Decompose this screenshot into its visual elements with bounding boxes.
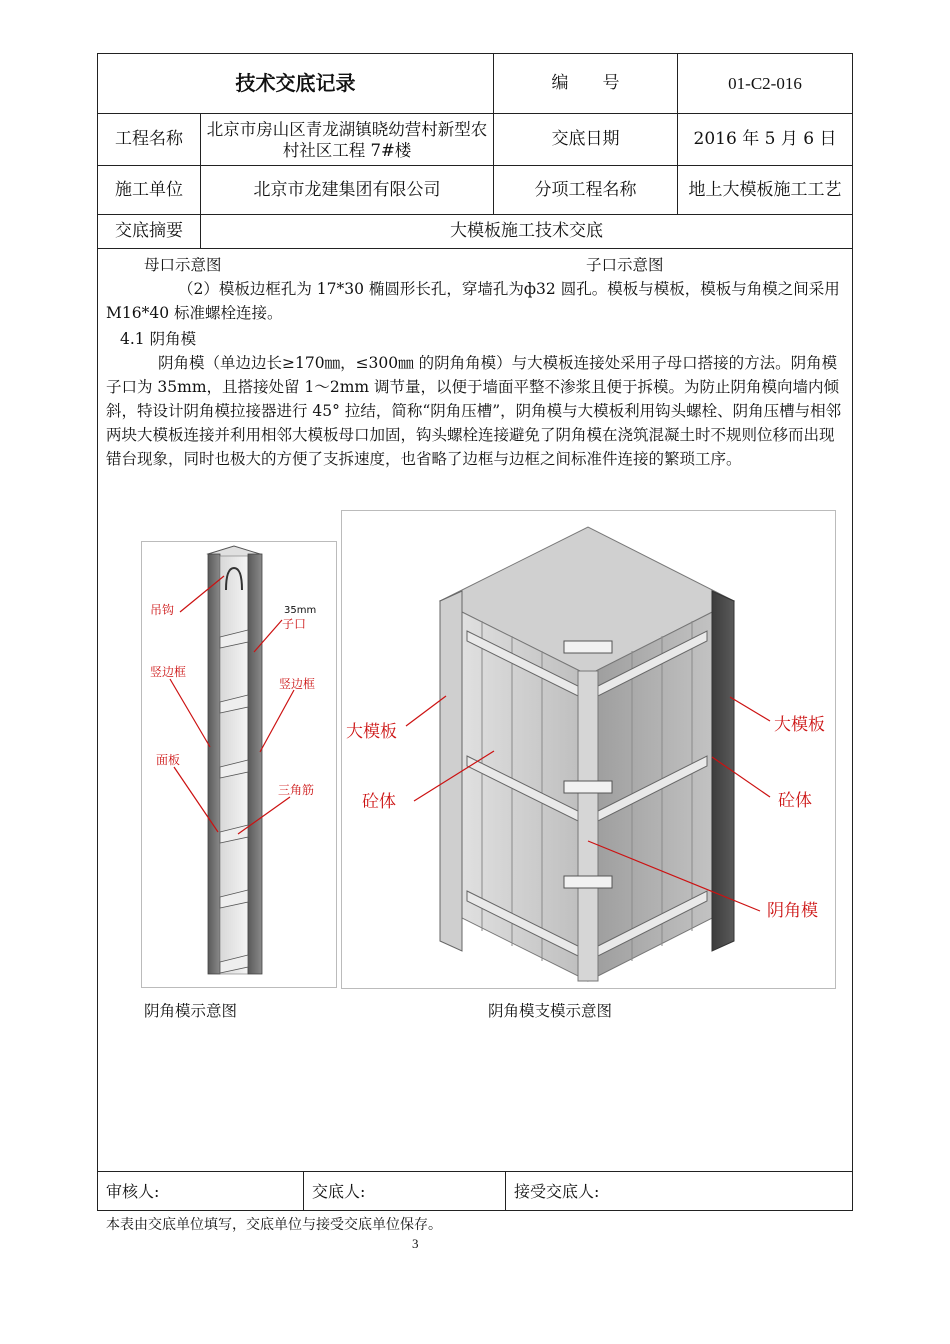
summary-value: 大模板施工技术交底	[450, 221, 603, 241]
page-number: 3	[412, 1236, 419, 1251]
summary-label: 交底摘要	[115, 221, 183, 241]
table-border-bottom	[97, 1210, 853, 1211]
project-name-label: 工程名称	[115, 129, 183, 149]
label-big-form-left: 大模板	[346, 722, 397, 742]
date-label: 交底日期	[551, 129, 620, 149]
label-vframe-right: 竖边框	[279, 677, 316, 691]
label-hook: 吊钩	[150, 603, 175, 617]
paragraph-corner-form: 阴角模（单边边长≥170㎜，≤300㎜ 的阴角角模）与大模板连接处采用子母口搭接的方法。阴角模子口为 35mm，且搭接处留 1～2mm 调节量，以便于墙面平整不渗浆且便于拆模。为防止阴角模向墙内倾斜，特设计阴角模拉接器进行 45° 拉结，简称“阴角压槽”，阴角模与大模板利用钩头螺栓、阴角压槽与相邻两块大模板连接并利用相邻大模板母口加固，钩头螺栓连接避免了阴角模在浇筑混凝土时不规则位移而出现错台现象，同时也极大的方便了支拆速度，也省略了边框与边框之间标准件连接的繁琐工序。	[106, 354, 842, 468]
table-rule-4	[97, 248, 853, 249]
caption-corner-assembly: 阴角模支模示意图	[488, 1002, 613, 1020]
caption-corner-mold: 阴角模示意图	[144, 1002, 238, 1020]
figure-corner-assembly	[341, 510, 836, 989]
number-value: 01-C2-016	[728, 74, 802, 93]
label-35mm: 35mm	[284, 605, 317, 616]
number-label: 编 号	[551, 73, 620, 93]
subitem-value: 地上大模板施工工艺	[688, 179, 842, 200]
unit-value: 北京市龙建集团有限公司	[253, 179, 441, 200]
receiver-field: 接受交底人:	[514, 1181, 600, 1201]
subitem-label: 分项工程名称	[534, 179, 637, 200]
label-panel: 面板	[156, 753, 181, 767]
label-concrete-left: 砼体	[362, 792, 396, 812]
form-title: 技术交底记录	[235, 71, 356, 95]
date-value: 2016 年 5 月 6 日	[693, 129, 837, 149]
unit-label: 施工单位	[115, 179, 183, 200]
reviewer-field: 审核人:	[106, 1181, 160, 1201]
label-corner-mold: 阴角模	[767, 901, 818, 921]
presenter-field: 交底人:	[312, 1181, 366, 1201]
label-vframe-left: 竖边框	[150, 665, 187, 679]
paragraph-hole-spec: （2）模板边框孔为 17*30 椭圆形长孔，穿墙孔为ф32 圆孔。模板与模板，模板与角模之间采用 M16*40 标准螺栓连接。	[106, 280, 840, 322]
table-border-right	[852, 53, 853, 1210]
figure-corner-mold	[141, 541, 337, 988]
caption-female-joint: 母口示意图	[144, 256, 222, 274]
caption-male-joint: 子口示意图	[586, 256, 664, 274]
corner-mold-drawing	[142, 542, 336, 987]
project-name-value: 北京市房山区青龙湖镇晓幼营村新型农村社区工程 7#楼	[206, 119, 488, 160]
label-rib: 三角筋	[278, 783, 315, 797]
label-zikou: 子口	[282, 617, 307, 631]
label-concrete-right: 砼体	[778, 791, 812, 811]
corner-assembly-drawing	[342, 511, 835, 988]
section-heading: 4.1 阴角模	[120, 330, 197, 348]
footer-note: 本表由交底单位填写，交底单位与接受交底单位保存。	[106, 1217, 442, 1233]
label-big-form-right: 大模板	[774, 715, 825, 735]
